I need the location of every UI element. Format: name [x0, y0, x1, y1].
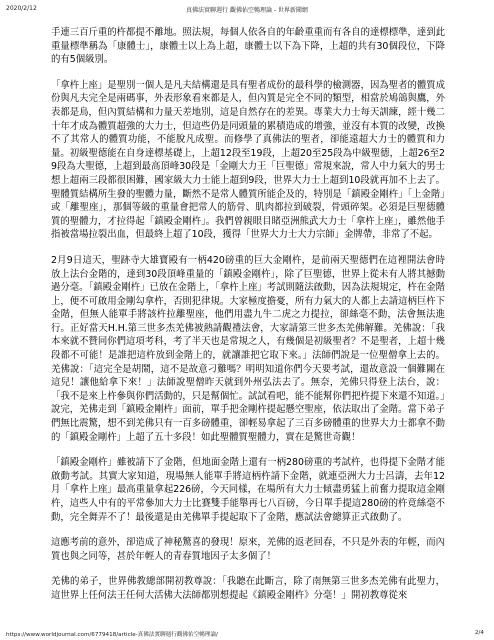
- page-url[interactable]: https://www.worldjournal.com/6779418/article-真佛法實聊週行觀佛佑空暢理論/: [6, 632, 218, 638]
- article-paragraph: 羌佛的弟子，世界佛教總部開初教尊說：「我聽在此斷言，除了南無第三世多杰羌佛有此聖力，這世界上任何法王任何大活佛大法師都別想提起《鎮殿金剛杵》分毫！」開初教尊從來: [51, 576, 445, 601]
- article-paragraph: 這應考前的意外，卻造成了神秘驚喜的發現！原來，羌佛的返老回春，不只是外表的年輕，而內質也與之同等，甚於年輕人的青春質地因子太多個了！: [51, 537, 445, 562]
- print-footer: [0, 628, 494, 640]
- print-date: 2020/2/12: [6, 5, 37, 12]
- article-paragraph: 2月9日這天，聖跡寺大雄寶殿有一柄420磅重的巨大金剛杵，是前兩天聖德們在這裡開法會時放上法台金階的，達到30段頂峰重量的「鎮殿金剛杵」，除了巨聖德，世界上從未有人將其撼動過分毫。「鎮殿金剛杵」已放在金階上，「拿杵上座」考試則隨法啟動，因為法規規定，杵在金階上，便不可啟用金剛勾拿杵，否則犯律規。大家極度擔憂，所有力氣大的人都上去請這柄巨杵下金階，但無人能單手將該杵拉離聖座，他們用盡九牛二虎之力提拉，卻絲毫不動，法會無法進行。正好當天H.H.第三世多杰羌佛被熱請觀禮法會，大家請第三世多杰羌佛解難。羌佛說：「我本來就不贊同你們這項考科，考了半天也是常規之人，有幾個是初級聖者？不是聖者，上超十幾段都不可能！是誰把這杵放到金階上的，就讓誰把它取下來。」法師們說是一位聖僧拿上去的。羌佛說：「這完全是胡鬧，這不是故意刁難嗎？明明知道你們今天要考試，還故意設一個難關在這兒！讓他給拿下來！」法師說聖僧昨天就到外州弘法去了。無奈，羌佛只得登上法台，說：「我不是來上杵參與你們活動的，只是幫個忙。試試看吧，能不能幫你們把杵提下來還不知道。」說完，羌佛走到「鎮殿金剛杵」面前，單手把金剛杵提起懸空聖座，依法取出了金階。當下弟子們無比震驚，想不到羌佛只有一百多磅體重，卻輕易拿起了三百多磅體重的世界大力士都拿不動的「鎮殿金剛杵」上超了五十多段！如此聖體質聖體力，實在是驚世奇觀！: [51, 254, 445, 443]
- print-title: 真佛法實聊週行 觀佛佑空暢理論 - 世界新聞網: [186, 7, 308, 14]
- article-paragraph: 「拿杵上座」是聖別一個人是凡夫結構還是具有聖者成份的最科學的檢測器，因為聖者的體質成份與凡夫完全是兩碼事，外表形象看來都是人，但內質是完全不同的類型，相當於鳩鴿與鷹，外表都是鳥，但內質結構和力量天差地別，這是自然存在的差異。專業大力士每天訓練，經十幾二十年才成為體質超強的大力士，但這些仍是同頭量的累積造成的增強，並沒有本質的改變，改換不了其常人的體質功能，不能脫凡成聖。而修學了真佛法的聖者，卻能遠超大力士的體質和力量。初級聖德能在自身達標基礎上，上超12段至19段，上超20至25段為中級聖德，上超26至29段為大聖德，上超到最高頂峰30段是「金剛大力王「巨聖德」常規來說，常人中力氣大的男士想上超兩三段都很困難，國家級大力士能上超到9段，世界大力士上超到10段就再加不上去了。聖體質結構所生發的聖體力量，斷然不是常人體質所能企及的，特別是「鎮殿金剛杵」「上金階」或「離聖座」，那個等級的重量會把常人的筋骨、肌肉都拉到破裂，骨頭碎架。必須是巨聖德體質的聖體力，才拉得起「鎮殿金剛杵」。我們曾親眼目睹亞洲熊武大力士「拿杵上座」，雖然他手指被當場拉裂出血，但最終上超了10段，獲得「世界大力士大力宗師」金牌帶，非常了不起。: [51, 79, 445, 241]
- article-body: [51, 26, 445, 603]
- page-number: 2/4: [474, 630, 484, 636]
- article-paragraph: 手連三百斤重的杵都提不離地。照法規，每個人依各自的年齡重重而有各自的達標標準，達到此重量標準稱為「康體士」，康體士以上為上超，康體士以下為下降，上超的共有30個段位，下降的有5個級別。: [51, 27, 445, 66]
- article-paragraph: 「鎮殿金剛杵」雖被請下了金階，但地面金階上還有一柄280磅重的考試杵，也得提下金階才能啟動考試。其實大家知道，現場無人能單手將這柄杵請下金階，就連亞洲大力士呂濤，去年12月「拿杵上座」最高重量拿起226磅，今天同樣，在場所有大力士傾盡勇猛上前奮力提取這金剛杵，這些人中有的平常參加大力士比賽雙手能舉再七八百磅，今日單手提這280磅的杵竟絲毫不動，完全舞弄不了！最後還是由羌佛單手提起取下了金階，應試法會總算正式啟動了。: [51, 457, 445, 523]
- print-header: [0, 0, 494, 16]
